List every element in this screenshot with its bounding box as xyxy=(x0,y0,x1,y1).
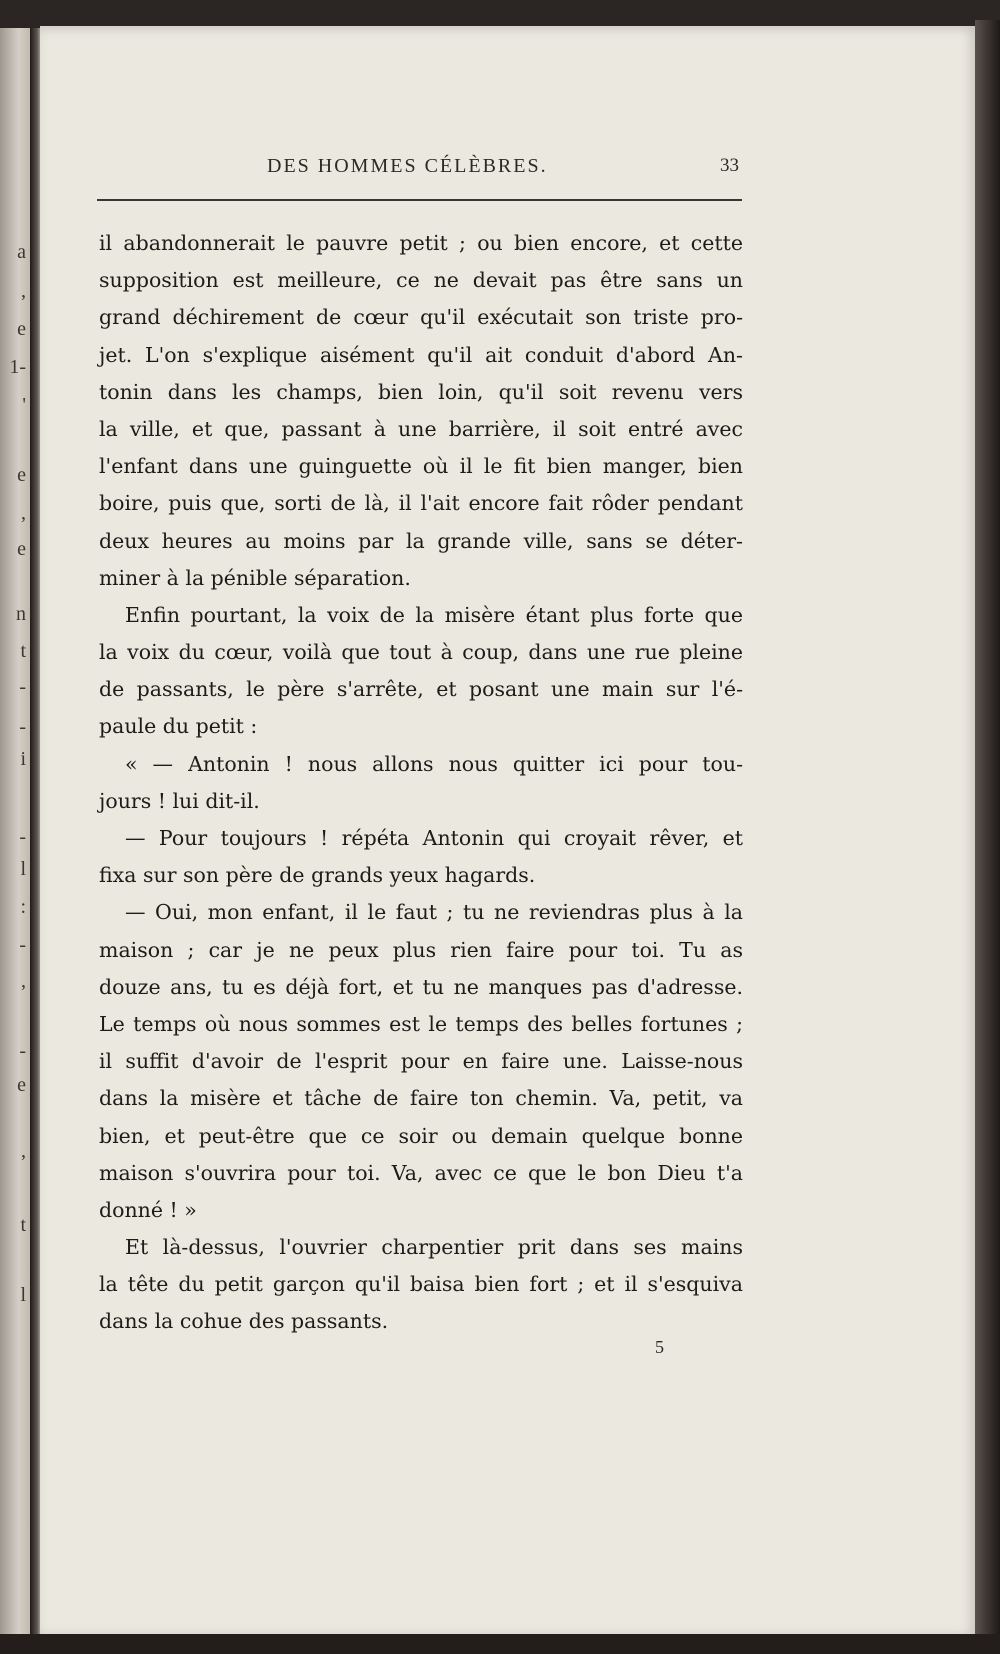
text-line: jet. L'on s'explique aisément qu'il ait conduit d'abord An- xyxy=(99,342,743,367)
facing-page-fragment: 1- xyxy=(9,356,26,378)
facing-page-fragment: e xyxy=(17,1074,26,1096)
facing-page-fragment: e xyxy=(17,538,26,560)
text-line: paule du petit : xyxy=(99,714,258,739)
facing-page-fragment: i xyxy=(20,748,26,770)
facing-page-fragment: , xyxy=(21,280,26,302)
facing-page-fragment: e xyxy=(17,318,26,340)
text-line: maison ; car je ne peux plus rien faire pour toi. Tu as xyxy=(99,937,743,962)
text-line: Enfin pourtant, la voix de la misère étant plus forte que xyxy=(125,602,743,627)
facing-page-text xyxy=(0,28,34,1634)
text-line: il suffit d'avoir de l'esprit pour en faire une. Laisse-nous xyxy=(99,1049,743,1074)
facing-page-fragment: - xyxy=(19,716,26,738)
text-line: deux heures au moins par la grande ville, sans se déter- xyxy=(99,528,743,553)
facing-page-edge xyxy=(0,28,34,1634)
facing-page-fragment: l xyxy=(20,1284,26,1306)
text-line: Le temps où nous sommes est le temps des belles fortunes ; xyxy=(99,1011,743,1036)
text-line: de passants, le père s'arrête, et posant une main sur l'é- xyxy=(99,677,743,702)
text-line: douze ans, tu es déjà fort, et tu ne manques pas d'adresse. xyxy=(99,974,743,999)
body-text xyxy=(99,225,743,1341)
facing-page-fragment: : xyxy=(20,896,26,918)
facing-page-fragment: ' xyxy=(22,394,26,416)
text-line: boire, puis que, sorti de là, il l'ait encore fait rôder pendant xyxy=(99,491,743,516)
text-line: jours ! lui dit-il. xyxy=(99,788,260,813)
running-head: DES HOMMES CÉLÈBRES. xyxy=(267,155,548,177)
facing-page-fragment: - xyxy=(19,1040,26,1062)
text-line: la tête du petit garçon qu'il baisa bien fort ; et il s'esquiva xyxy=(99,1272,743,1297)
facing-page-fragment: n xyxy=(16,603,26,625)
text-line: maison s'ouvrira pour toi. Va, avec ce que le bon Dieu t'a xyxy=(99,1160,743,1185)
book-cover-edge xyxy=(975,20,1000,1640)
page-number: 33 xyxy=(720,155,739,176)
facing-page-fragment: , xyxy=(21,502,26,524)
text-line: l'enfant dans une guinguette où il le fit bien manger, bien xyxy=(99,454,743,479)
facing-page-fragment: l xyxy=(20,858,26,880)
text-line: dans la misère et tâche de faire ton chemin. Va, petit, va xyxy=(99,1086,743,1111)
text-line: grand déchirement de cœur qu'il exécutait son triste pro- xyxy=(99,305,743,330)
facing-page-fragment: , xyxy=(21,970,26,992)
text-line: donné ! » xyxy=(99,1197,197,1222)
signature-mark: 5 xyxy=(655,1337,664,1357)
facing-page-fragment: t xyxy=(20,640,26,662)
text-line: — Oui, mon enfant, il le faut ; tu ne reviendras plus à la xyxy=(125,900,743,925)
text-line: fixa sur son père de grands yeux hagards. xyxy=(99,863,536,888)
text-line: dans la cohue des passants. xyxy=(99,1309,389,1334)
header-rule xyxy=(97,199,742,201)
text-line: supposition est meilleure, ce ne devait pas être sans un xyxy=(99,268,743,293)
text-line: « — Antonin ! nous allons nous quitter ici pour tou- xyxy=(125,751,743,776)
facing-page-fragment: - xyxy=(19,826,26,848)
text-line: la voix du cœur, voilà que tout à coup, dans une rue pleine xyxy=(99,640,743,665)
text-line: Et là-dessus, l'ouvrier charpentier prit dans ses mains xyxy=(125,1235,743,1260)
facing-page-fragment: - xyxy=(19,934,26,956)
text-line: tonin dans les champs, bien loin, qu'il soit revenu vers xyxy=(99,379,743,404)
text-line: il abandonnerait le pauvre petit ; ou bien encore, et cette xyxy=(99,231,743,255)
facing-page-fragment: , xyxy=(21,1140,26,1162)
text-line: miner à la pénible séparation. xyxy=(99,565,411,590)
scan-background xyxy=(0,1634,1000,1654)
text-line: — Pour toujours ! répéta Antonin qui croyait rêver, et xyxy=(125,826,743,850)
facing-page-fragment: t xyxy=(20,1214,26,1236)
text-line: la ville, et que, passant à une barrière, il soit entré avec xyxy=(99,416,743,441)
facing-page-fragment: e xyxy=(17,464,26,486)
text-line: bien, et peut-être que ce soir ou demain quelque bonne xyxy=(99,1123,743,1148)
facing-page-fragment: a xyxy=(17,241,26,263)
facing-page-fragment: - xyxy=(19,676,26,698)
